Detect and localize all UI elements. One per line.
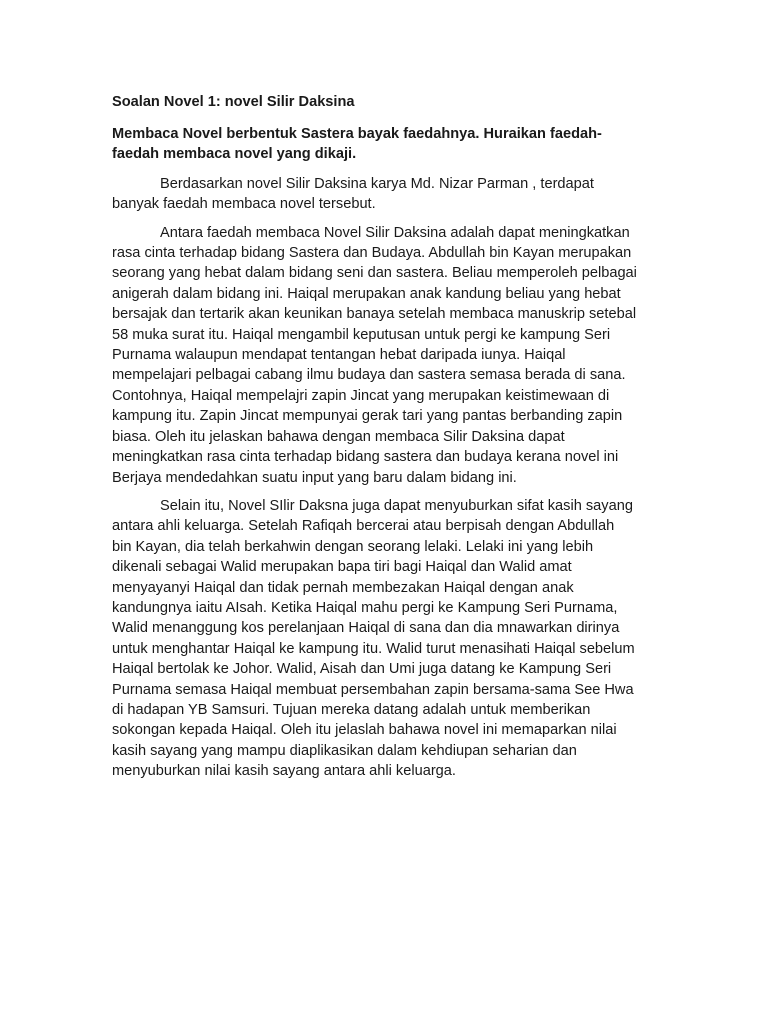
- paragraph-line: antara ahli keluarga. Setelah Rafiqah bercerai atau berpisah dengan Abdullah: [112, 518, 615, 535]
- paragraph-line: untuk menghantar Haiqal ke kampung itu. Walid turut menasihati Haiqal sebelum: [112, 640, 635, 657]
- paragraph-line: kasih sayang yang mampu diaplikasikan dalam kehdiupan seharian dan: [112, 742, 577, 759]
- paragraph-line: meningkatkan rasa cinta terhadap bidang sastera dan budaya kerana novel ini: [112, 449, 619, 466]
- paragraph-point-1: [112, 223, 660, 488]
- paragraph-line: bin Kayan, dia telah berkahwin dengan seorang lelaki. Lelaki ini yang lebih: [112, 538, 594, 555]
- paragraph-intro: [112, 174, 660, 215]
- paragraph-line: kandungnya iaitu AIsah. Ketika Haiqal mahu pergi ke Kampung Seri Purnama,: [112, 599, 618, 616]
- paragraph-line: Walid menanggung kos perelanjaan Haiqal di sana dan dia mnawarkan dirinya: [112, 620, 620, 637]
- question-line: faedah membaca novel yang dikaji.: [112, 146, 357, 163]
- document-heading: Soalan Novel 1: novel Silir Daksina: [112, 94, 355, 110]
- paragraph-line: dikenali sebagai Walid merupakan bapa tiri bagi Haiqal dan Walid amat: [112, 559, 572, 576]
- document-page: [112, 92, 660, 790]
- paragraph-line: seorang yang hebat dalam bidang seni dan sastera. Beliau memperoleh pelbagai: [112, 265, 637, 282]
- paragraph-line: menyuburkan nilai kasih sayang antara ahli keluarga.: [112, 763, 456, 780]
- paragraph-line: Purnama walaupun mendapat tentangan hebat daripada iunya. Haiqal: [112, 347, 566, 364]
- paragraph-line: Haiqal bertolak ke Johor. Walid, Aisah dan Umi juga datang ke Kampung Seri: [112, 661, 612, 678]
- paragraph-line: biasa. Oleh itu jelaskan bahawa dengan membaca Silir Daksina dapat: [112, 428, 565, 445]
- paragraph-line: anigerah dalam bidang ini. Haiqal merupakan anak kandung beliau yang hebat: [112, 285, 621, 302]
- paragraph-line: Berdasarkan novel Silir Daksina karya Md. Nizar Parman , terdapat: [160, 175, 594, 192]
- paragraph-line: 58 muka surat itu. Haiqal mengambil keputusan untuk pergi ke kampung Seri: [112, 326, 611, 343]
- paragraph-line: mempelajari pelbagai cabang ilmu budaya dan sastera semasa berada di sana.: [112, 367, 626, 384]
- question-line: Membaca Novel berbentuk Sastera bayak faedahnya. Huraikan faedah-: [112, 126, 602, 142]
- paragraph-line: rasa cinta terhadap bidang Sastera dan Budaya. Abdullah bin Kayan merupakan: [112, 245, 632, 262]
- paragraph-line: menyayanyi Haiqal dan tidak pernah membezakan Haiqal dengan anak: [112, 579, 574, 596]
- paragraph-line: Selain itu, Novel SIlir Daksna juga dapat menyuburkan sifat kasih sayang: [160, 497, 633, 514]
- paragraph-line: kampung itu. Zapin Jincat mempunyai gerak tari yang pantas berbanding zapin: [112, 408, 623, 425]
- paragraph-point-2: [112, 496, 660, 782]
- paragraph-line: Berjaya mendedahkan suatu input yang baru dalam bidang ini.: [112, 469, 517, 486]
- paragraph-line: banyak faedah membaca novel tersebut.: [112, 196, 376, 213]
- paragraph-line: Contohnya, Haiqal mempelajri zapin Jincat yang merupakan keistimewaan di: [112, 387, 610, 404]
- paragraph-line: sokongan kepada Haiqal. Oleh itu jelaslah bahawa novel ini memaparkan nilai: [112, 722, 617, 739]
- paragraph-line: Purnama semasa Haiqal membuat persembahan zapin bersama-sama See Hwa: [112, 681, 634, 698]
- paragraph-line: bersajak dan tertarik akan keunikan banaya setelah membaca manuskrip setebal: [112, 306, 637, 323]
- paragraph-line: di hadapan YB Samsuri. Tujuan mereka datang adalah untuk memberikan: [112, 701, 591, 718]
- paragraph-line: Antara faedah membaca Novel Silir Daksina adalah dapat meningkatkan: [160, 224, 630, 241]
- question-text: [112, 124, 660, 165]
